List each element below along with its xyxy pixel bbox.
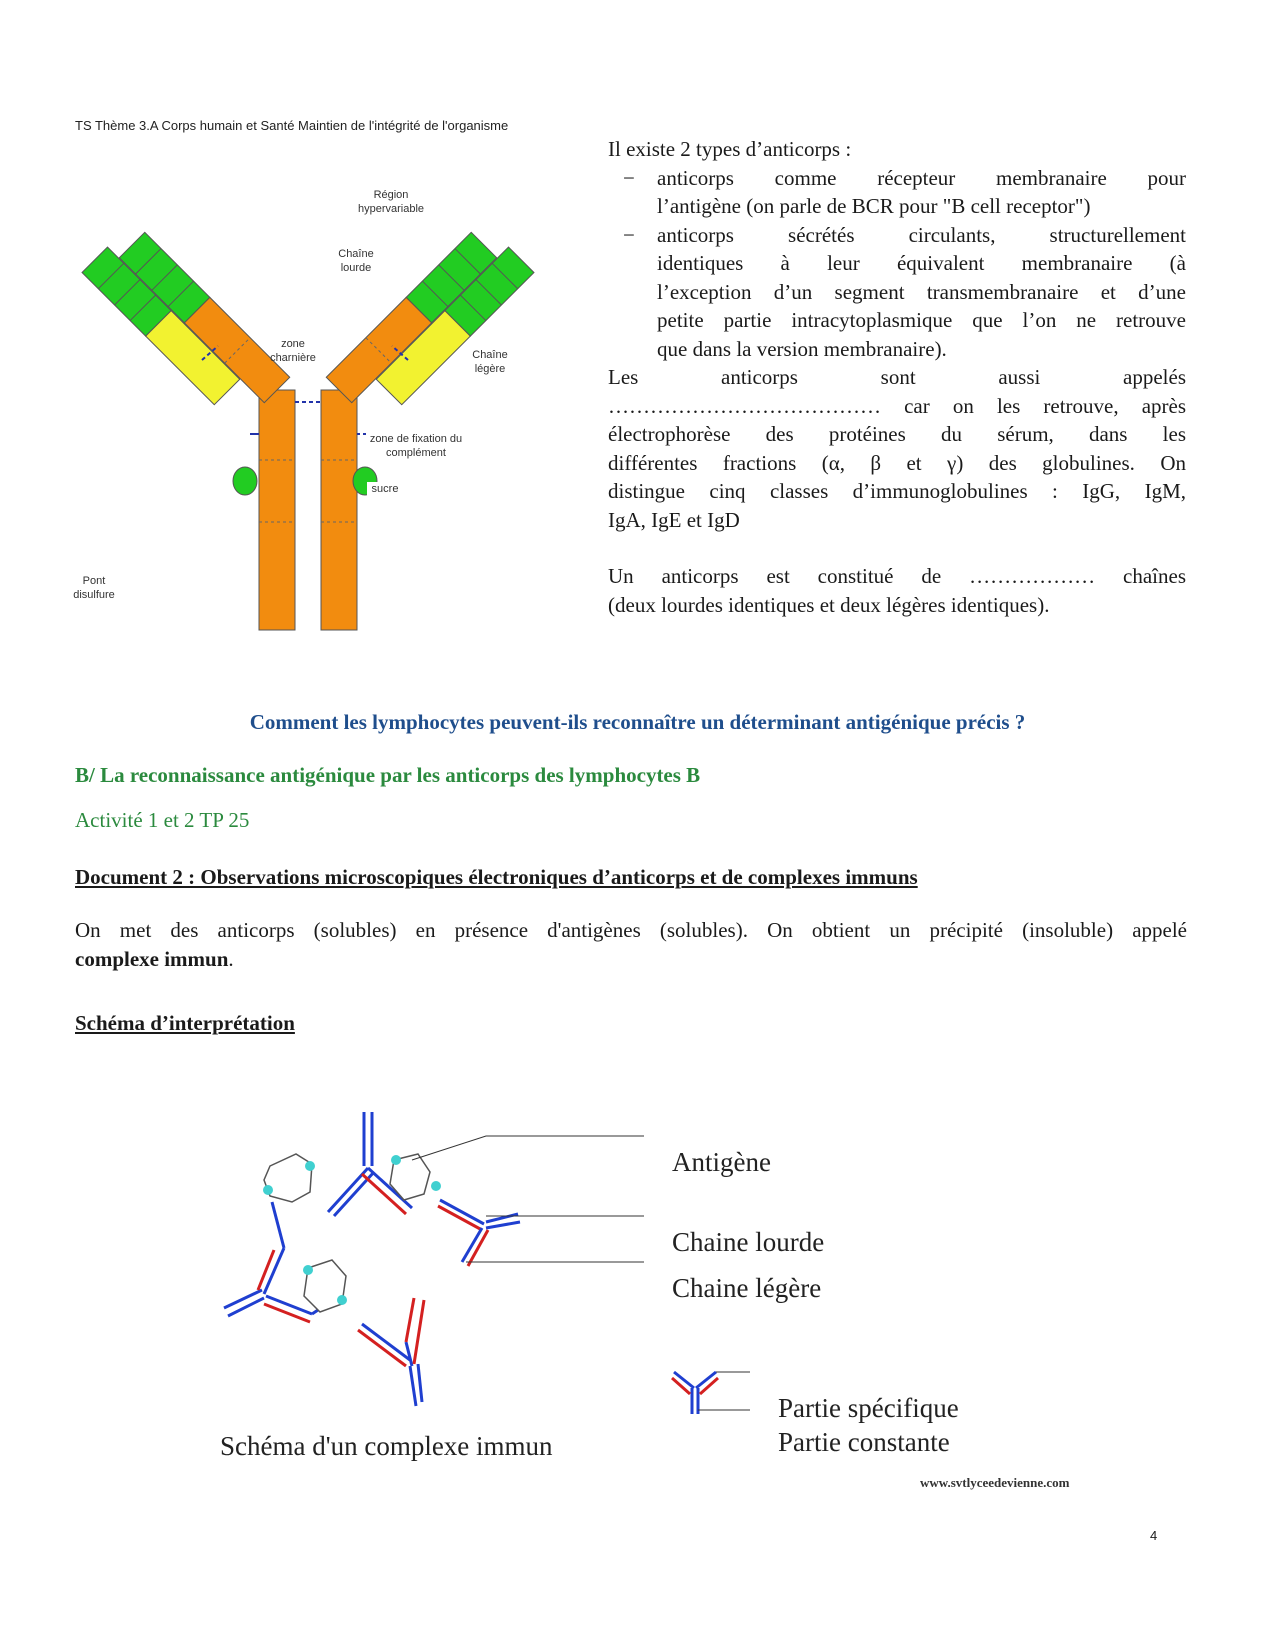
sugar-left-icon (233, 467, 257, 495)
label-complement-zone: zone de fixation du complément (369, 433, 463, 459)
bullet1-line: anticorps comme récepteur membranaire pour (657, 165, 1186, 190)
label-heavy-chain: Chaîne lourde (338, 248, 374, 274)
activity-line: Activité 1 et 2 TP 25 (75, 808, 250, 832)
epitope-dot (305, 1161, 315, 1171)
label-light-chain: Chaîne légère (472, 349, 508, 375)
chains-paragraph (608, 562, 1186, 619)
epitope-dot (337, 1295, 347, 1305)
section-title: B/ La reconnaissance antigénique par les anticorps des lymphocytes B (75, 763, 701, 787)
bullet2-line: que dans la version membranaire). (657, 336, 947, 361)
paragraph-line: IgA, IgE et IgD (608, 507, 740, 532)
antigen-leader-line (412, 1136, 644, 1160)
epitope-dot (303, 1265, 313, 1275)
bullet-item-secreted (608, 221, 1186, 364)
immune-complex-diagram (200, 1110, 900, 1430)
paragraph-line: ………………………………… car on les retrouve, après (608, 393, 1186, 418)
antibody-bottom (358, 1298, 424, 1406)
antigen-label: Antigène (672, 1147, 771, 1177)
epitope-dot (263, 1185, 273, 1195)
schema-title: Schéma d’interprétation (75, 1011, 295, 1035)
bullet2-line: l’exception d’un segment transmembranaire et d’une (657, 279, 1186, 304)
antigen-1-icon (264, 1154, 312, 1202)
label-hypervariable-region: Région hypervariable (357, 189, 425, 215)
bullet2-line: petite partie intracytoplasmique que l’on ne retrouve (657, 308, 1186, 332)
constant-part-label: Partie constante (778, 1427, 950, 1457)
legend-antibody-icon (672, 1372, 718, 1414)
antibody-types-text (608, 135, 1186, 619)
paragraph-line: différentes fractions (α, β et γ) des globulines. On (608, 450, 1186, 475)
antibody-right (438, 1200, 520, 1266)
bullet-item-bcr (608, 164, 1186, 221)
bullet1-line: l’antigène (on parle de BCR pour "B cell receptor") (657, 194, 1091, 218)
paragraph-line: Un anticorps est constitué de ……………… chaînes (608, 564, 1186, 588)
intro-line: Il existe 2 types d’anticorps : (608, 137, 852, 161)
label-sugar: sucre (367, 482, 403, 496)
epitope-dot (431, 1181, 441, 1191)
website-credit: www.svtlyceedevienne.com (920, 1475, 1070, 1490)
document-text (75, 916, 1187, 974)
bullet2-line: anticorps sécrétés circulants, structurellement (657, 222, 1186, 247)
label-hinge-zone: zone charnière (270, 338, 316, 364)
antibody-left (224, 1248, 312, 1322)
paragraph-line: électrophorèse des protéines du sérum, dans les (608, 422, 1186, 446)
page-header: TS Thème 3.A Corps humain et Santé Maintien de l'intégrité de l'organisme (75, 118, 509, 133)
complexe-immun-bold: complexe immun (75, 947, 229, 971)
paragraph-line: (deux lourdes identiques et deux légères identiques). (608, 592, 1050, 617)
epitope-dot (391, 1155, 401, 1165)
bullet-dash: − (623, 222, 635, 247)
specific-part-label: Partie spécifique (778, 1393, 959, 1423)
bullet2-line: identiques à leur équivalent membranaire (à (657, 251, 1186, 275)
question-heading: Comment les lymphocytes peuvent-ils reconnaître un déterminant antigénique précis ? (249, 710, 1026, 734)
immunoglobulin-paragraph (608, 363, 1186, 534)
heavy-chain-label: Chaine lourde (672, 1227, 825, 1257)
document-text-end: . (228, 947, 234, 971)
diagram-caption: Schéma d'un complexe immun (220, 1431, 553, 1461)
paragraph-line: Les anticorps sont aussi appelés (608, 365, 1186, 389)
heavy-chain-stem-left (259, 390, 295, 630)
heavy-chain-stem-right (321, 390, 357, 630)
label-disulfide-bridge: Pont disulfure (73, 575, 115, 601)
bullet-dash: − (623, 165, 635, 190)
paragraph-line: distingue cinq classes d’immunoglobulines : IgG, IgM, (608, 479, 1186, 503)
page-number: 4 (1150, 1528, 1158, 1543)
document-text-line: On met des anticorps (solubles) en présence d'antigènes (solubles). On obtient un précipité (insoluble) appelé (75, 918, 1187, 942)
antibody-structure-diagram (50, 150, 540, 640)
document-title: Document 2 : Observations microscopiques électroniques d’anticorps et de complexes immuns (75, 865, 918, 889)
light-chain-label: Chaine légère (672, 1273, 822, 1303)
